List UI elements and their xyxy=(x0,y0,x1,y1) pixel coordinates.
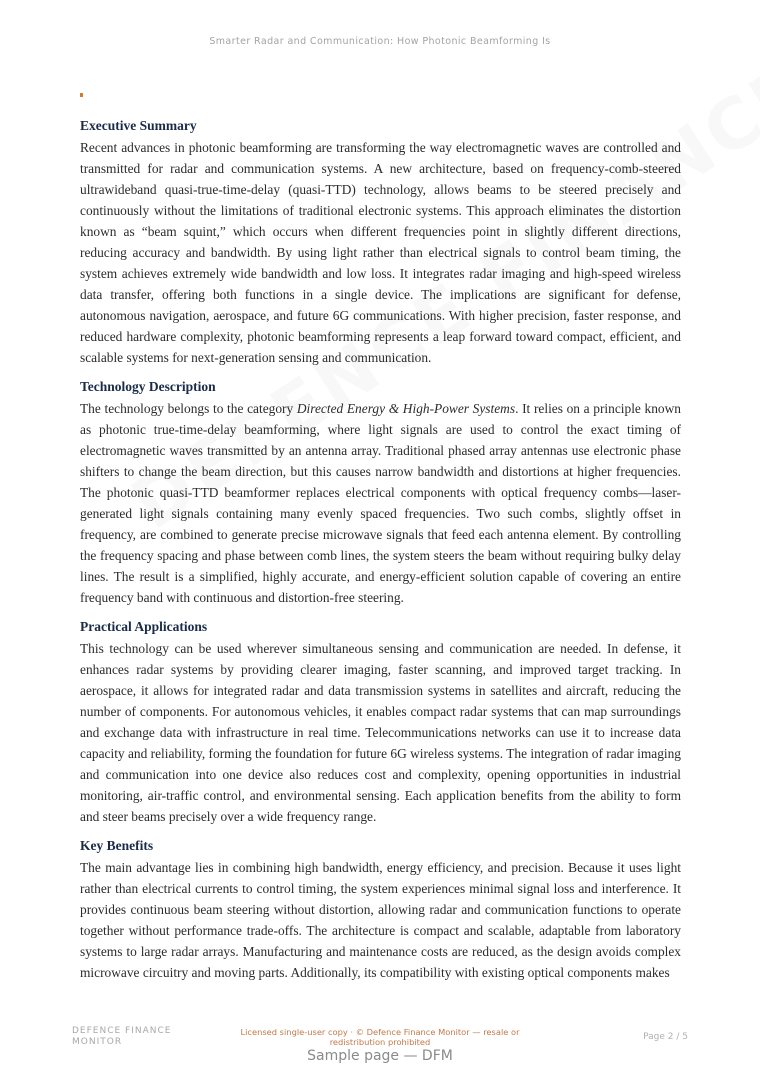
section-practical-applications xyxy=(80,617,681,827)
section-paragraph xyxy=(80,398,681,608)
paragraph-text: The technology belongs to the category xyxy=(80,401,297,416)
section-paragraph: The main advantage lies in combining high bandwidth, energy efficiency, and precision. Because it uses light rather than electrical currents to control timing, the system experiences minimal signal loss and interference. It provides continuous beam steering without distortion, allowing radar and communication functions to operate together without performance trade-offs. The architecture is compact and scalable, adaptable from laboratory systems to large radar arrays. Manufacturing and maintenance costs are reduced, as the design avoids complex microwave circuitry and moving parts. Additionally, its compatibility with existing optical components makes xyxy=(80,860,681,980)
section-heading: Practical Applications xyxy=(80,619,208,634)
paragraph-text: . It relies on a principle known as photonic true-time-delay beamforming, where light signals are used to control the exact timing of electromagnetic waves transmitted by an antenna array. Traditional phased array antennas use electronic phase shifters to change the beam direction, but this causes narrow bandwidth and distortions at higher frequencies. The photonic quasi-TTD beamformer replaces electrical components with optical frequency combs—laser-generated light signals containing many evenly spaced frequencies. Two such combs, slightly offset in frequency, are combined to generate precise microwave signals that feed each antenna element. By controlling the frequency spacing and phase between comb lines, the system steers the beam without requiring bulky delay lines. The result is a simplified, highly accurate, and energy-efficient solution capable of covering an entire frequency band with continuous and distortion-free steering. xyxy=(80,401,681,605)
footer-license-notice: Licensed single-user copy · © Defence Finance Monitor — resale or redistribution prohibited xyxy=(240,1027,520,1047)
section-executive-summary xyxy=(80,116,681,368)
document-body xyxy=(80,116,681,992)
running-header-title: Smarter Radar and Communication: How Photonic Beamforming Is xyxy=(209,36,551,47)
section-key-benefits xyxy=(80,836,681,983)
sample-page-label: Sample page — DFM xyxy=(307,1048,453,1064)
page-number: Page 2 / 5 xyxy=(643,1032,688,1042)
footer-brand: DEFENCE FINANCE MONITOR xyxy=(72,1026,172,1047)
accent-mark xyxy=(80,93,83,97)
section-technology-description xyxy=(80,377,681,608)
section-paragraph: This technology can be used wherever simultaneous sensing and communication are needed. In defense, it enhances radar systems by providing clearer imaging, faster scanning, and improved target tracking. In aerospace, it allows for integrated radar and data transmission systems in satellites and aircraft, reducing the number of components. For autonomous vehicles, it enables compact radar systems that can map surroundings and exchange data with infrastructure in real time. Telecommunications networks can use it to increase data capacity and reliability, forming the foundation for future 6G wireless systems. The integration of radar imaging and communication into one device also reduces cost and complexity, opening opportunities in industrial monitoring, air-traffic control, and environmental sensing. Each application benefits from the ability to form and steer beams precisely over a wide frequency range. xyxy=(80,641,681,824)
category-name: Directed Energy & High-Power Systems xyxy=(296,401,516,416)
section-heading: Key Benefits xyxy=(80,838,154,853)
section-heading: Executive Summary xyxy=(80,118,197,133)
section-paragraph: Recent advances in photonic beamforming are transforming the way electromagnetic waves are controlled and transmitted for radar and communication systems. A new architecture, based on frequency-comb-steered ultrawideband quasi-true-time-delay (quasi-TTD) technology, allows beams to be steered precisely and continuously without the limitations of traditional electronic systems. This approach eliminates the distortion known as “beam squint,” which occurs when different frequencies point in slightly different directions, reducing accuracy and bandwidth. By using light rather than electrical signals to control beam timing, the system achieves extremely wide bandwidth and low loss. It integrates radar imaging and high-speed wireless data transfer, offering both functions in a single device. The implications are significant for defense, autonomous navigation, aerospace, and future 6G communications. With higher precision, faster response, and reduced hardware complexity, photonic beamforming represents a leap forward toward compact, efficient, and scalable systems for next-generation sensing and communication. xyxy=(80,140,681,365)
section-heading: Technology Description xyxy=(80,379,216,394)
